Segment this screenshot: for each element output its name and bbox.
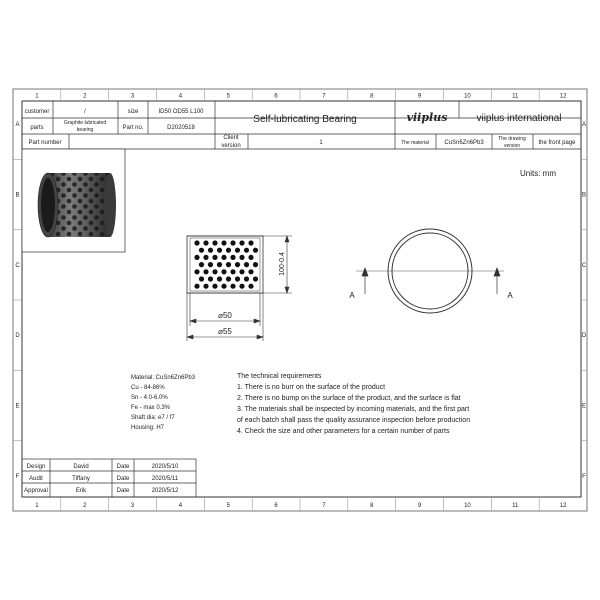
grid-row-label-right: D: [581, 333, 587, 340]
material-value: CuSn6Zn6Pb3: [444, 140, 484, 146]
spec-line: Material: CuSn6Zn6Pb3: [131, 375, 196, 381]
graphite-plug: [194, 240, 199, 245]
grid-column-label-top: 6: [274, 93, 278, 100]
approval-date: 2020/5/10: [151, 464, 179, 470]
grid-column-label-bottom: 8: [370, 503, 374, 509]
inner-diameter-dimension: [190, 293, 260, 326]
spec-line: Cu - 84-86%: [131, 385, 165, 391]
graphite-plug: [212, 269, 217, 274]
grid-column-label-bottom: 1: [35, 503, 39, 509]
grid-column-label-top: 11: [512, 93, 519, 100]
graphite-plug: [208, 262, 213, 267]
graphite-plug: [199, 276, 204, 281]
part-no-label: Part no.: [122, 125, 144, 131]
graphite-plug: [239, 284, 244, 289]
graphite-plug: [208, 248, 213, 253]
graphite-plug: [194, 269, 199, 274]
graphite-plug: [212, 284, 217, 289]
parts-value-line1: Graphite lubricated: [63, 120, 107, 126]
graphite-plug: [248, 269, 253, 274]
grid-column-label-top: 9: [417, 93, 422, 100]
grid-row-label-left: D: [15, 333, 20, 340]
material-label: The material: [401, 140, 429, 146]
grid-column-label-top: 4: [178, 93, 183, 100]
client-version-line2: version: [221, 143, 241, 149]
requirement-item: 1. There is no burr on the surface of the product: [237, 384, 386, 391]
client-version-line1: Client: [223, 135, 239, 141]
approval-date-label: Date: [116, 464, 130, 470]
spec-line: Sn - 4.0-6.0%: [131, 395, 168, 401]
grid-column-label-top: 8: [370, 93, 374, 100]
end-view: [356, 229, 504, 313]
graphite-plug: [221, 284, 226, 289]
approval-name: David: [73, 464, 89, 470]
requirement-item: 4. Check the size and other parameters for a certain number of parts: [237, 428, 450, 435]
grid-column-label-bottom: 3: [130, 503, 135, 509]
graphite-plug: [212, 240, 217, 245]
graphite-plug: [217, 262, 222, 267]
technical-requirements: [237, 373, 470, 435]
parts-value-line2: bearing: [76, 127, 94, 133]
grid-column-label-top: 5: [226, 93, 230, 100]
grid-column-label-bottom: 11: [512, 503, 519, 509]
approval-role: Audit: [29, 476, 43, 482]
grid-column-label-bottom: 9: [417, 503, 422, 509]
section-label-left: A: [349, 291, 355, 300]
graphite-plug: [226, 262, 231, 267]
drawing-version-line1: The drawing: [498, 136, 526, 142]
grid-column-label-bottom: 10: [464, 503, 471, 509]
grid-column-label-bottom: 7: [322, 503, 326, 509]
grid-row-label-right: B: [581, 192, 587, 199]
graphite-plug: [203, 240, 208, 245]
company-logo: viiplus: [406, 111, 448, 124]
grid-column-label-top: 10: [464, 93, 471, 100]
graphite-plug: [235, 262, 240, 267]
grid-column-label-bottom: 12: [559, 503, 567, 509]
graphite-plug: [253, 248, 258, 253]
grid-row-label-left: B: [15, 192, 20, 199]
grid-row-label-right: E: [581, 403, 587, 410]
graphite-plug: [230, 240, 235, 245]
grid-column-label-top: 2: [83, 93, 87, 100]
spec-line: Housing: H7: [131, 425, 165, 431]
approval-role: Design: [26, 464, 46, 470]
customer-label: customer: [24, 109, 50, 115]
grid-column-label-top: 7: [322, 93, 326, 100]
approval-name: Erik: [75, 488, 87, 494]
graphite-plug: [217, 248, 222, 253]
grid-row-label-right: C: [581, 262, 587, 269]
approval-date-label: Date: [116, 476, 130, 482]
graphite-plug: [199, 262, 204, 267]
graphite-plug: [203, 284, 208, 289]
approval-date: 2020/5/11: [151, 476, 179, 482]
product-photo: [22, 149, 125, 252]
graphite-plug: [226, 248, 231, 253]
graphite-plug: [221, 269, 226, 274]
graphite-plug: [221, 240, 226, 245]
grid-row-label-right: F: [582, 473, 586, 480]
section-markers: [362, 268, 500, 294]
drawing-version-line2: version: [503, 143, 521, 149]
graphite-plug: [194, 284, 199, 289]
graphite-plug: [230, 284, 235, 289]
grid-column-label-bottom: 5: [226, 503, 230, 509]
length-dimension: [263, 236, 292, 293]
graphite-plug: [235, 276, 240, 281]
section-label-right: A: [507, 291, 513, 300]
graphite-plug: [239, 240, 244, 245]
approval-date: 2020/5/12: [151, 488, 179, 494]
customer-value: /: [84, 109, 86, 115]
company-name: viiplus international: [476, 113, 562, 124]
graphite-plug: [221, 255, 226, 260]
graphite-plug: [208, 276, 213, 281]
spec-line: Shaft dia: e7 / f7: [131, 415, 175, 421]
grid-row-label-left: E: [15, 403, 20, 410]
view-value: the front page: [538, 140, 576, 146]
size-label: size: [127, 109, 139, 115]
graphite-plug: [226, 276, 231, 281]
grid-column-label-top: 3: [130, 93, 135, 100]
graphite-plug: [212, 255, 217, 260]
graphite-plug: [199, 248, 204, 253]
graphite-plug: [230, 269, 235, 274]
drawing-title: Self-lubricating Bearing: [253, 114, 357, 125]
requirements-title: The technical requirements: [237, 373, 322, 380]
grid-row-label-left: A: [15, 122, 20, 129]
graphite-plug: [239, 269, 244, 274]
spec-line: Fe - max 0.3%: [131, 405, 171, 411]
part-no-value: D2020518: [167, 125, 195, 131]
inner-diameter-label: ⌀50: [218, 311, 232, 320]
grid-column-label-bottom: 4: [178, 503, 183, 509]
grid-column-label-bottom: 6: [274, 503, 278, 509]
graphite-plug: [248, 240, 253, 245]
graphite-plug: [253, 262, 258, 267]
requirement-item: 2. There is no bump on the surface of the product, and the surface is flat: [237, 395, 461, 402]
requirement-item: of each batch shall pass the quality assurance inspection before production: [237, 417, 471, 424]
graphite-plug: [235, 248, 240, 253]
material-spec: [131, 375, 196, 431]
graphite-plug: [230, 255, 235, 260]
graphite-plug: [248, 255, 253, 260]
approval-name: Tiffany: [72, 476, 90, 482]
requirement-item: 3. The materials shall be inspected by incoming materials, and the first part: [237, 406, 470, 413]
approval-role: Approval: [24, 488, 48, 494]
graphite-plug: [194, 255, 199, 260]
approval-rows: [24, 464, 179, 494]
graphite-plug: [248, 284, 253, 289]
units-note: Units: mm: [520, 169, 556, 178]
outer-diameter-label: ⌀55: [218, 327, 232, 336]
graphite-plug: [203, 255, 208, 260]
graphite-plug: [217, 276, 222, 281]
length-dimension-label: 100-0.4: [279, 252, 286, 276]
size-value: ID50 OD55 L100: [158, 109, 204, 115]
graphite-plug: [253, 276, 258, 281]
graphite-plug: [244, 248, 249, 253]
graphite-plug: [244, 262, 249, 267]
grid-row-label-left: F: [15, 473, 20, 480]
graphite-plug: [239, 255, 244, 260]
grid-column-label-top: 1: [35, 93, 39, 100]
graphite-plug: [244, 276, 249, 281]
grid-column-label-top: 12: [559, 93, 567, 100]
grid-row-label-right: A: [581, 122, 587, 129]
graphite-plug: [203, 269, 208, 274]
parts-label: parts: [30, 125, 44, 131]
grid-column-label-bottom: 2: [83, 503, 87, 509]
part-number-label: Part number: [28, 140, 62, 146]
approval-date-label: Date: [116, 488, 130, 494]
client-version-value: 1: [319, 140, 323, 146]
grid-row-label-left: C: [15, 262, 20, 269]
